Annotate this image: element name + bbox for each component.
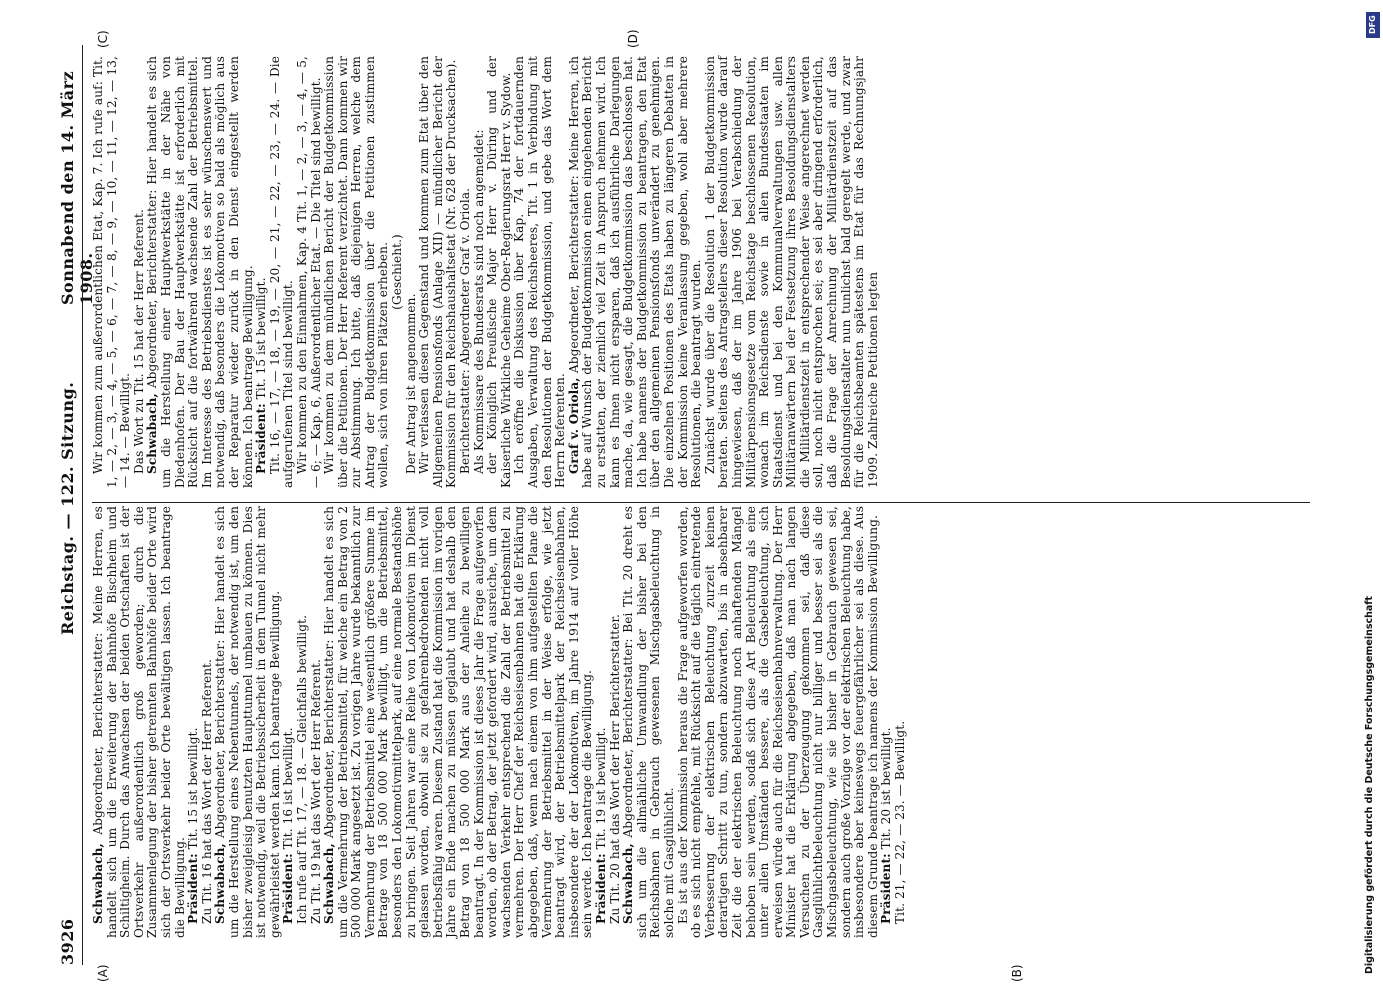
paragraph-text: Berichterstatter: Abgeordneter Graf v. Oriola. (458, 187, 473, 474)
paragraph-text: Wir kommen zum außerordentlichen Etat, Kap. 7. Ich rufe auf: Tit. 1, — 2, — 3, — 4, — 5, — 6, — 7, — 8, — 9, — 10, — 11, — 12, — 13, — 14. — Bewilligt. (91, 56, 133, 488)
paragraph (92, 56, 133, 488)
paragraph-text: Tit. 16 ist bewilligt. (281, 727, 296, 854)
header-rule (82, 45, 83, 965)
paragraph (677, 506, 881, 938)
paragraph (880, 506, 894, 938)
paragraph-text: Abgeordneter, Berichterstatter: Hier handelt es sich um die Vermehrung der Betriebsmittel, für welche ein Betrag von 2 500 000 Mark angesetzt ist. Zu vorigen Jahre wurde bekanntlich zur Vermehrung der Betriebsmittel eine wesentlich größere Summe im Betrage von 18 500 000 Mark bewilligt, um die Betriebsmittel, besonders den Lokomotivmittelpark, auf eine normale Bestandshöhe zu bringen. Seit Jahren war eine Reihe von Lokomotiven im Dienst gelassen worden, obwohl sie zu gefahrenbedrohenden nicht voll betriebsfähig waren. Diesem Zustand hat die Kommission im vorigen Jahre ein Ende machen zu müssen geglaubt und hat deshalb den Betrag von 18 500 000 Mark aus der Anleihe zu bewilligen beantragt. In der Kommission ist dieses Jahr die Frage aufgeworfen worden, ob der Betrag, der jetzt gefordert wird, ausreiche, um dem wachsenden Verkehr entsprechend die Zahl der Betriebsmittel zu vermehren. Der Herr Chef der Reichseisenbahnen hat die Erklärung abgegeben, daß, wenn nach einem von ihm aufgestellten Plane die Vermehrung der Betriebsmittel in der Weise erfolge, wie jetzt beantragt wird, der Betriebsmittelpark der Reichseisenbahnen, insbesondere der der Lokomotiven, im Jahre 1914 auf voller Höhe sein werde. Ich beantrage die Bewilligung. (322, 506, 595, 938)
paragraph-text: Wir kommen zu dem mündlichen Bericht der Budgetkommission über die Petitionen. Der Herr Referent verzichtet. Dann kommen wir zur Abstimmung. Ich bitte, daß diejenigen Herren, welche dem Antrag der Budgetkommission über die Petitionen zustimmen wollen, sich von ihren Plätzen erheben. (322, 56, 391, 488)
paragraph-text: (Geschieht.) (390, 234, 405, 310)
paragraph (513, 56, 567, 488)
paragraph-text: Ich eröffne die Diskussion über Kap. 74 der fortdauernden Ausgaben, Verwaltung des Reichsheeres, Tit. 1 in Verbindung mit den Resolutionen der Budgetkommission, und gebe das Wort dem Herrn Referenten. (512, 56, 568, 488)
speaker-name: Präsident: (879, 853, 894, 924)
paragraph (187, 506, 201, 938)
paragraph-text: Zu Tit. 20 hat das Wort der Herr Berichterstatter. (607, 614, 622, 924)
digitization-credit: Digitalisierung gefördert durch die Deutsche Forschungsgemeinschaft (1364, 596, 1375, 974)
paragraph (92, 506, 187, 938)
paragraph (473, 56, 487, 488)
column-divider (92, 502, 1310, 503)
paragraph-text: Abgeordneter, Berichterstatter: Meine Herren, ich habe auf Wunsch der Budgetkommission einen eingehenden Bericht zu erstatten, der ziemlich viel Zeit in Anspruch nehmen wird. Ich kann es Ihnen nicht ersparen, daß ich ausführliche Darlegungen mache, da, wie gesagt, die Budgetkommission das beschlossen hat. Ich habe namens der Budgetkommission zu beantragen, den Etat über den allgemeinen Pensionsfonds unverändert zu genehmigen. Die einzelnen Positionen des Etats haben zu längeren Debatten in der Kommission keine Veranlassung gegeben, wohl aber mehrere Resolutionen, die beantragt wurden. (566, 55, 704, 488)
session-date: Sonnabend den 14. März 1908. (58, 70, 96, 305)
paragraph (391, 56, 405, 488)
paragraph (704, 56, 881, 488)
paragraph-text: Ich rufe auf Tit. 17, — 18. — Gleichfalls bewilligt. (294, 614, 309, 924)
paragraph (146, 56, 255, 488)
paragraph-text: Tit. 15 ist bewilligt. (186, 727, 201, 854)
margin-mark-b: (B) (1010, 964, 1024, 982)
dfg-logo: DFG (1366, 12, 1380, 38)
paragraph (894, 506, 908, 938)
margin-mark-d: (D) (626, 29, 640, 48)
speaker-name: Präsident: (593, 853, 608, 924)
paragraph (486, 56, 513, 488)
speaker-name: Schwabach, (322, 843, 337, 924)
paragraph (296, 506, 310, 938)
paragraph-text: Wir kommen zu den Einnahmen, Kap. 4 Tit. 1, — 2, — 3, — 4, — 5, — 6; — Kap. 6, Außerordentlicher Etat. — Die Titel sind bewilligt. (294, 56, 323, 488)
paragraph-text: Das Wort zu Tit. 15 hat der Herr Referent. (131, 209, 146, 474)
paragraph (296, 56, 323, 488)
paragraph-text: der Königlich Preußische Major Herr v. Düring und der Kaiserliche Wirkliche Geheime Ober-Regierungsrat Herr v. Sydow. (485, 56, 513, 488)
paragraph (595, 506, 609, 938)
speaker-name: Präsident: (254, 403, 269, 474)
paragraph (133, 56, 147, 488)
paragraph-text: Zunächst wurde über die Resolution 1 der Budgetkommission beraten. Seitens des Antragstellers dieser Resolution wurde darauf hingewiesen, daß der im Jahre 1906 bei Verabschiedung der Militärpensionsgesetze vom Reichstage beschlossenen Resolution, wonach im Reichsdienste sowie in allen Bundesstaaten im Staatsdienst und bei den Kommunalverwaltungen usw. allen Militäranwärtern bei der Festsetzung ihres Besoldungsdienstalters die Militärdienstzeit in entsprechender Weise angerechnet werden soll, noch nicht entsprochen sei; es sei aber dringend erforderlich, daß die Frage der Anrechnung der Militärdienstzeit auf das Besoldungsdienstalter nun tunlichst bald geregelt werde, und zwar für die Reichsbeamten spätestens im Etat für das Rechnungsjahr 1909. Zahlreiche Petitionen legten (702, 56, 880, 488)
paragraph-text: Es ist aus der Kommission heraus die Frage aufgeworfen worden, ob es sich nicht empfehle, mit Rücksicht auf die täglich eintretende Verbesserung der elektrischen Beleuchtung zurzeit keinen derartigen Schritt zu tun, sondern abzuwarten, bis in absehbarer Zeit die der elektrischen Beleuchtung noch anhaftenden Mängel behoben sein werden, sodaß sich diese Art Beleuchtung als eine unter allen Umständen bessere, als die Gasbeleuchtung, sich erweisen würde auch für die Reichseisenbahnverwaltung. Der Herr Minister hat die Erklärung abgegeben, daß man nach langen Versuchen zu der Überzeugung gekommen sei, daß diese Gasglühlichtbeleuchtung nicht nur billiger und besser sei als die Mischgasbeleuchtung, wie sie bisher in Gebrauch gewesen sei, sondern auch große Vorzüge vor der elektrischen Beleuchtung habe, insbesondere aber keineswegs feuergefährlicher sei als diese. Aus diesem Grunde beantrage ich namens der Kommission Bewilligung. (675, 506, 880, 938)
paragraph-text: Als Kommissare des Bundesrats sind noch angemeldet: (471, 129, 486, 474)
speaker-name: Schwabach, (145, 393, 160, 474)
paragraph-text: Der Antrag ist angenommen. (403, 293, 418, 474)
right-text-column (92, 56, 880, 488)
page-header (58, 50, 96, 965)
speaker-name: Präsident: (186, 853, 201, 924)
margin-mark-c: (C) (96, 30, 110, 48)
paragraph-text: Tit. 21, — 22, — 23. — Bewilligt. (893, 720, 908, 924)
paragraph (269, 56, 296, 488)
session-title: Reichstag. — 122. Sitzung. (58, 381, 77, 635)
paragraph (255, 56, 269, 488)
paragraph-text: Abgeordneter, Berichterstatter: Hier handelt es sich um die Herstellung eines Nebentunnels, der notwendig ist, um den bisher zweigleisig benutzten Haupttunnel umbauen zu können. Dies ist notwendig, weil die Betriebssicherheit in dem Tunnel nicht mehr gewährleistet werden kann. Ich beantrage Bewilligung. (213, 506, 282, 938)
paragraph (609, 506, 623, 938)
speaker-name: Graf v. Oriola, (566, 377, 581, 474)
paragraph-text: Zu Tit. 16 hat das Wort der Herr Referent. (199, 659, 214, 924)
paragraph-text: Tit. 16, — 17, — 18, — 19, — 20, — 21, — 22, — 23, — 24. — Die aufgerufenen Titel sind bewilligt. (267, 56, 296, 488)
paragraph (282, 506, 296, 938)
speaker-name: Schwabach, (621, 843, 636, 924)
paragraph (568, 56, 704, 488)
paragraph (622, 506, 676, 938)
paragraph-text: Abgeordneter, Berichterstatter: Meine Herren, es handelt sich um die Erweiterung der Bahnhöfe Bischheim und Schiltigheim. Durch das Anwachsen der beiden Ortschaften ist der Ortsverkehr außerordentlich groß geworden; durch die Zusammenlegung der bisher getrennten Bahnhöfe beider Orte wird sich der Ortsverkehr beider Orte bewältigen lassen. Ich beantrage die Bewilligung. (91, 506, 187, 938)
paragraph (214, 506, 282, 938)
paragraph (201, 506, 215, 938)
speaker-name: Schwabach, (91, 843, 105, 924)
paragraph-text: Abgeordneter, Berichterstatter: Hier handelt es sich um die Herstellung einer Hauptwerkstätte in der Nähe von Diedenhofen. Der Bau der Hauptwerkstätte ist erforderlich mit Rücksicht auf die fortwährend wachsende Zahl der Betriebsmittel. Im Interesse des Betriebsdienstes ist es sehr wünschenswert und notwendig, daß besonders die Lokomotiven so bald als möglich aus der Reparatur wieder zurück in den Dienst eingestellt werden können. Ich beantrage Bewilligung. (145, 56, 255, 488)
paragraph-text: Tit. 19 ist bewilligt. (593, 727, 608, 854)
paragraph-text: Tit. 20 ist bewilligt. (879, 727, 894, 854)
paragraph (323, 56, 391, 488)
speaker-name: Präsident: (281, 853, 296, 924)
left-text-column (92, 506, 908, 938)
paragraph (310, 506, 324, 938)
paragraph-text: Wir verlassen diesen Gegenstand und kommen zum Etat über den Allgemeinen Pensionsfonds (Anlage XII) — mündlicher Bericht der Kommission für den Reichshaushaltsetat (Nr. 628 der Drucksachen). (417, 56, 459, 488)
paragraph (323, 506, 595, 938)
paragraph-text: Zu Tit. 19 hat das Wort der Herr Referent. (308, 659, 323, 924)
margin-mark-a: (A) (96, 964, 110, 982)
paragraph (459, 56, 473, 488)
paragraph-text: Abgeordneter, Berichterstatter: Bei Tit. 20 dreht es sich um die allmähliche Umwandlung der bisher bei den Reichsbahnen in Gebrauch gewesenen Mischgasbeleuchtung in solche mit Gasglühlicht. (621, 506, 676, 938)
speaker-name: Schwabach, (213, 843, 228, 924)
paragraph (405, 56, 419, 488)
paragraph (418, 56, 459, 488)
page-number: 3926 (58, 918, 77, 965)
paragraph-text: Tit. 15 ist bewilligt. (254, 277, 269, 404)
